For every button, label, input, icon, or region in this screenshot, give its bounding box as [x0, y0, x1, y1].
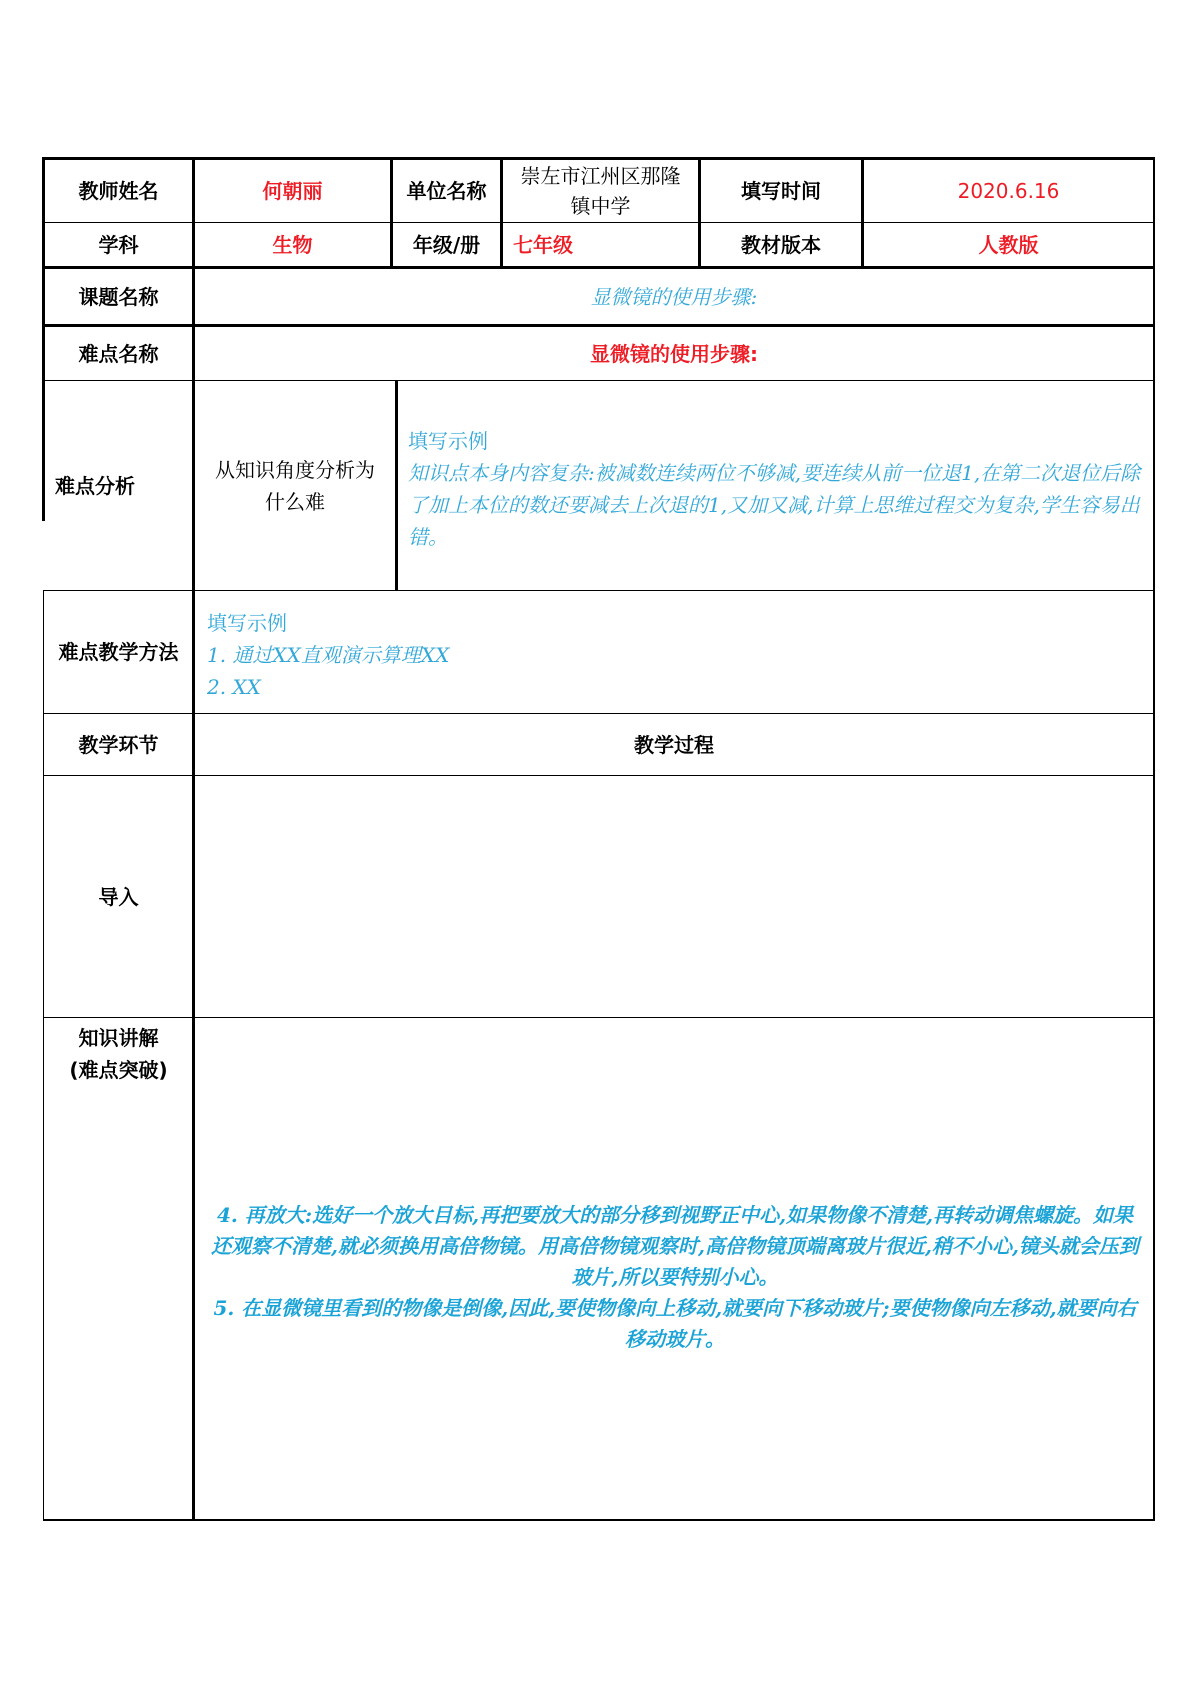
fill-date-label: 填写时间: [741, 179, 821, 203]
analysis-label: 难点分析: [55, 473, 135, 498]
subject-label: 学科: [98, 232, 139, 257]
method-item: 1. 通过XX直观演示算理XX: [207, 643, 450, 667]
fill-date-value: 2020.6.16: [957, 179, 1060, 203]
process-stage-label: 教学环节: [78, 732, 159, 757]
knowledge-content: [195, 1200, 1153, 1360]
grade-label: 年级/册: [412, 232, 481, 257]
analysis-sublabel: 从知识角度分析为什么难: [215, 457, 375, 514]
intro-label: 导入: [98, 884, 139, 909]
knowledge-paragraph-4: 4. 再放大:选好一个放大目标,再把要放大的部分移到视野正中心,如果物像不清楚,再转动调焦螺旋。如果还观察不清楚,就必须换用高倍物镜。用高倍物镜观察时,高倍物镜顶端离玻片很近,稍不小心,镜头就会压到玻片,所以要特别小心。: [211, 1203, 1139, 1289]
topic-label: 课题名称: [78, 284, 159, 309]
edition-label: 教材版本: [741, 232, 821, 257]
knowledge-label-line1: 知识讲解: [78, 1026, 159, 1050]
topic-value: 显微镜的使用步骤:: [590, 284, 758, 309]
analysis-example-title: 填写示例: [408, 429, 488, 453]
unit-name-value: 崇左市江州区那隆镇中学: [520, 164, 681, 218]
unit-name-label: 单位名称: [406, 179, 487, 203]
method-example: [195, 591, 1153, 713]
method-item: 2. XX: [207, 675, 261, 699]
subject-value: 生物: [272, 232, 313, 257]
grade-value: 七年级: [513, 232, 573, 257]
difficulty-label: 难点名称: [78, 341, 159, 366]
knowledge-label-line2: (难点突破): [69, 1058, 168, 1082]
knowledge-label: [45, 1018, 192, 1098]
process-header: 教学过程: [634, 732, 714, 757]
teacher-name-label: 教师姓名: [78, 179, 159, 203]
knowledge-paragraph-5: 5. 在显微镜里看到的物像是倒像,因此,要使物像向上移动,就要向下移动玻片;要使物像向左移动,就要向右移动玻片。: [213, 1296, 1137, 1351]
analysis-example-text: 知识点本身内容复杂:被减数连续两位不够减,要连续从前一位退1,在第二次退位后除了加上本位的数还要减去上次退的1,又加又减,计算上思维过程交为复杂,学生容易出错。: [408, 461, 1141, 549]
analysis-example: [398, 381, 1153, 590]
edition-value: 人教版: [978, 232, 1039, 257]
method-example-title: 填写示例: [207, 611, 287, 635]
teacher-name-value: 何朝丽: [262, 179, 323, 203]
difficulty-value: 显微镜的使用步骤:: [590, 341, 758, 366]
method-label: 难点教学方法: [58, 640, 179, 664]
intro-content: [195, 776, 1153, 1017]
